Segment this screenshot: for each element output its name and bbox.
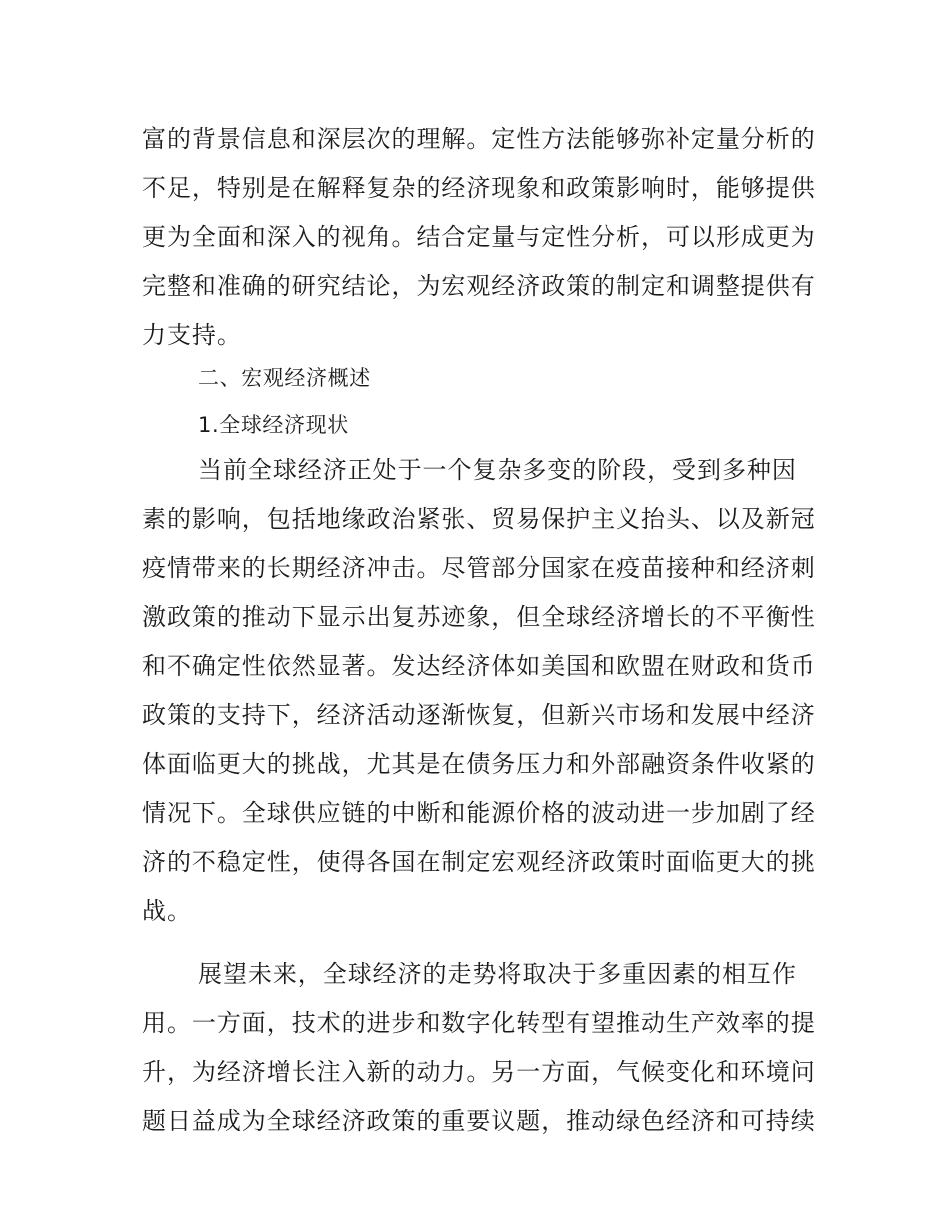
text-line: 完整和准确的研究结论，为宏观经济政策的制定和调整提供有 — [142, 272, 816, 300]
text-line: 疫情带来的长期经济冲击。尽管部分国家在疫苗接种和经济刺 — [142, 554, 816, 582]
text-line: 和不确定性依然显著。发达经济体如美国和欧盟在财政和货币 — [142, 652, 816, 680]
text-line: 政策的支持下，经济活动逐渐恢复，但新兴市场和发展中经济 — [142, 701, 816, 729]
text-line: 展望未来，全球经济的走势将取决于多重因素的相互作 — [198, 960, 797, 988]
text-line: 情况下。全球供应链的中断和能源价格的波动进一步加剧了经 — [142, 799, 816, 827]
subsection-heading: 1.全球经济现状 — [198, 413, 349, 437]
text-line: 用。一方面，技术的进步和数字化转型有望推动生产效率的提 — [142, 1009, 816, 1037]
text-line: 战。 — [142, 897, 192, 925]
text-line: 更为全面和深入的视角。结合定量与定性分析，可以形成更为 — [142, 223, 816, 251]
text-line: 题日益成为全球经济政策的重要议题，推动绿色经济和可持续 — [142, 1107, 816, 1135]
text-line: 当前全球经济正处于一个复杂多变的阶段，受到多种因 — [198, 456, 797, 484]
text-line: 升，为经济增长注入新的动力。另一方面，气候变化和环境问 — [142, 1058, 816, 1086]
section-heading: 二、宏观经济概述 — [198, 366, 371, 390]
text-line: 体面临更大的挑战，尤其是在债务压力和外部融资条件收紧的 — [142, 750, 816, 778]
text-line: 济的不稳定性，使得各国在制定宏观经济政策时面临更大的挑 — [142, 848, 816, 876]
text-line: 不足，特别是在解释复杂的经济现象和政策影响时，能够提供 — [142, 174, 816, 202]
text-line: 激政策的推动下显示出复苏迹象，但全球经济增长的不平衡性 — [142, 603, 816, 631]
text-line: 富的背景信息和深层次的理解。定性方法能够弥补定量分析的 — [142, 125, 816, 153]
text-line: 素的影响，包括地缘政治紧张、贸易保护主义抬头、以及新冠 — [142, 505, 816, 533]
text-line: 力支持。 — [142, 321, 242, 349]
